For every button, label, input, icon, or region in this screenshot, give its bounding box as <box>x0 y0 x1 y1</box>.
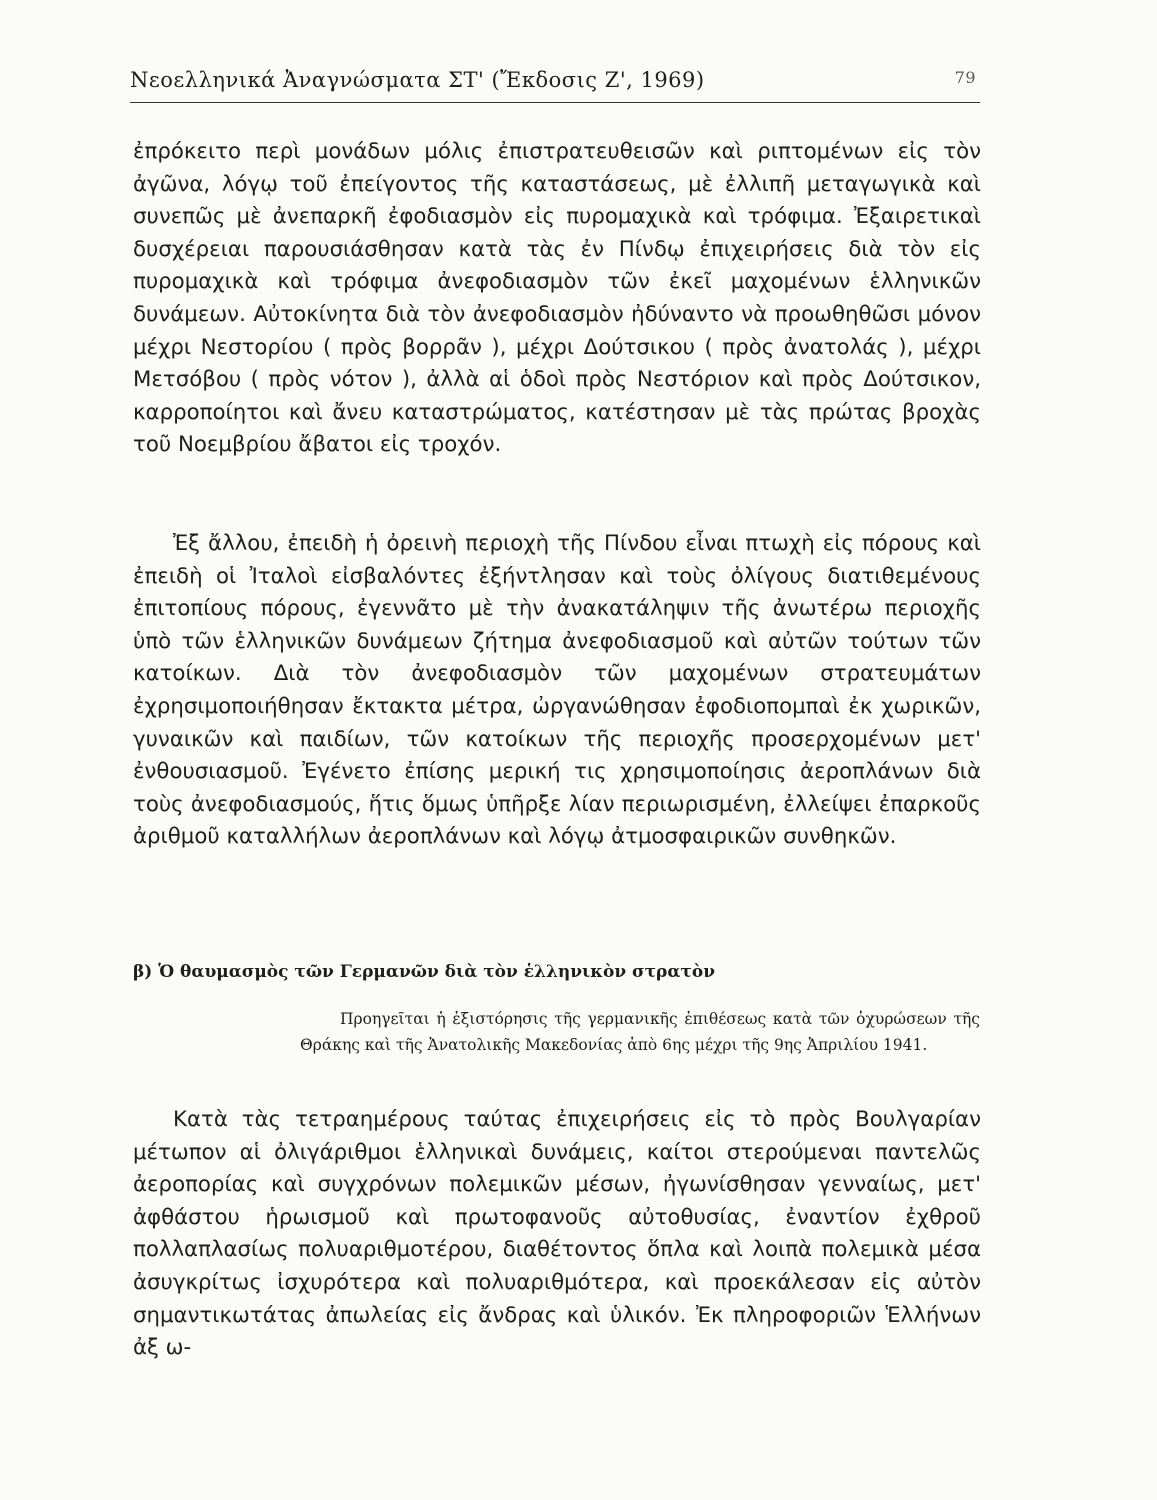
page-header <box>130 64 980 104</box>
paragraph-2: Ἐξ ἄλλου, ἐπειδὴ ἡ ὀρεινὴ περιοχὴ τῆς Πίνδου εἶναι πτωχὴ εἰς πόρους καὶ ἐπειδὴ οἱ Ἰταλοὶ εἰσβαλόντες ἐξήντλησαν καὶ τοὺς ὀλίγους διατιθεμένους ἐπιτοπίους πόρους, ἐγεννᾶτο μὲ τὴν ἀνακατάληψιν τῆς ἀνωτέρω περιοχῆς ὑπὸ τῶν ἑλληνικῶν δυνάμεων ζήτημα ἀνεφοδιασμοῦ καὶ αὐτῶν τούτων τῶν κατοίκων. Διὰ τὸν ἀνεφοδιασμὸν τῶν μαχομένων στρατευμάτων ἐχρησιμοποιήθησαν ἔκτακτα μέτρα, ὠργανώθησαν ἐφοδιοπομπαὶ ἐκ χωρικῶν, γυναικῶν καὶ παιδίων, τῶν κατοίκων τῆς περιοχῆς προσερχομένων μετ' ἐνθουσιασμοῦ. Ἐγένετο ἐπίσης μερική τις χρησιμοποίησις ἀεροπλάνων διὰ τοὺς ἀνεφοδιασμούς, ἥτις ὅμως ὑπῆρξε λίαν περιωρισμένη, ἐλλείψει ἐπαρκοῦς ἀριθμοῦ καταλλήλων ἀεροπλάνων καὶ λόγῳ ἀτμοσφαιρικῶν συνθηκῶν. <box>133 531 981 850</box>
paragraph-1: ἐπρόκειτο περὶ μονάδων μόλις ἐπιστρατευθεισῶν καὶ ριπτομένων εἰς τὸν ἀγῶνα, λόγῳ τοῦ ἐπείγοντος τῆς καταστάσεως, μὲ ἐλλιπῆ μεταγωγικὰ καὶ συνεπῶς μὲ ἀνεπαρκῆ ἐφοδιασμὸν εἰς πυρομαχικὰ καὶ τρόφιμα. Ἐξαιρετικαὶ δυσχέρειαι παρουσιάσθησαν κατὰ τὰς ἐν Πίνδῳ ἐπιχειρήσεις διὰ τὸν εἰς πυρομαχικὰ καὶ τρόφιμα ἀνεφοδιασμὸν τῶν ἐκεῖ μαχομένων ἑλληνικῶν δυνάμεων. Αὐτοκίνητα διὰ τὸν ἀνεφοδιασμὸν ἠδύναντο νὰ προωθηθῶσι μόνον μέχρι Νεστορίου ( πρὸς βορρᾶν ), μέχρι Δούτσικου ( πρὸς ἀνατολάς ), μέχρι Μετσόβου ( πρὸς νότον ), ἀλλὰ αἱ ὁδοὶ πρὸς Νεστόριον καὶ πρὸς Δούτσικον, καρροποίητοι καὶ ἄνευ καταστρώματος, κατέστησαν μὲ τὰς πρώτας βροχὰς τοῦ Νοεμβρίου ἄβατοι εἰς τροχόν. <box>133 139 981 458</box>
section-heading: β) Ὁ θαυμασμὸς τῶν Γερμανῶν διὰ τὸν ἑλληνικὸν στρατὸν <box>133 962 715 982</box>
running-title: Νεοελληνικά Ἀναγνώσματα ΣΤ' (Ἔκδοσις Ζ', 1969) <box>130 68 705 92</box>
page-number: 79 <box>954 68 976 87</box>
header-rule <box>130 102 980 103</box>
paragraph-3: Κατὰ τὰς τετραημέρους ταύτας ἐπιχειρήσεις εἰς τὸ πρὸς Βουλγαρίαν μέτωπον αἱ ὀλιγάριθμοι ἑλληνικαὶ δυνάμεις, καίτοι στερούμεναι παντελῶς ἀεροπορίας καὶ συγχρόνων πολεμικῶν μέσων, ἠγωνίσθησαν γενναίως, μετ' ἀφθάστου ἡρωισμοῦ καὶ πρωτοφανοῦς αὐτοθυσίας, ἐναντίον ἐχθροῦ πολλαπλασίως πολυαριθμοτέρου, διαθέτοντος ὅπλα καὶ λοιπὰ πολεμικὰ μέσα ἀσυγκρίτως ἰσχυρότερα καὶ πολυαριθμότερα, καὶ προεκάλεσαν εἰς αὐτὸν σημαντικωτάτας ἀπωλείας εἰς ἄνδρας καὶ ὑλικόν. Ἐκ πληροφοριῶν Ἑλλήνων ἀξ ω- <box>133 1107 981 1361</box>
editorial-note: Προηγεῖται ἡ ἐξιστόρησις τῆς γερμανικῆς ἐπιθέσεως κατὰ τῶν ὀχυρώσεων τῆς Θράκης καὶ τῆς Ἀνατολικῆς Μακεδονίας ἀπὸ 6ης μέχρι τῆς 9ης Ἀπριλίου 1941. <box>300 1010 980 1054</box>
